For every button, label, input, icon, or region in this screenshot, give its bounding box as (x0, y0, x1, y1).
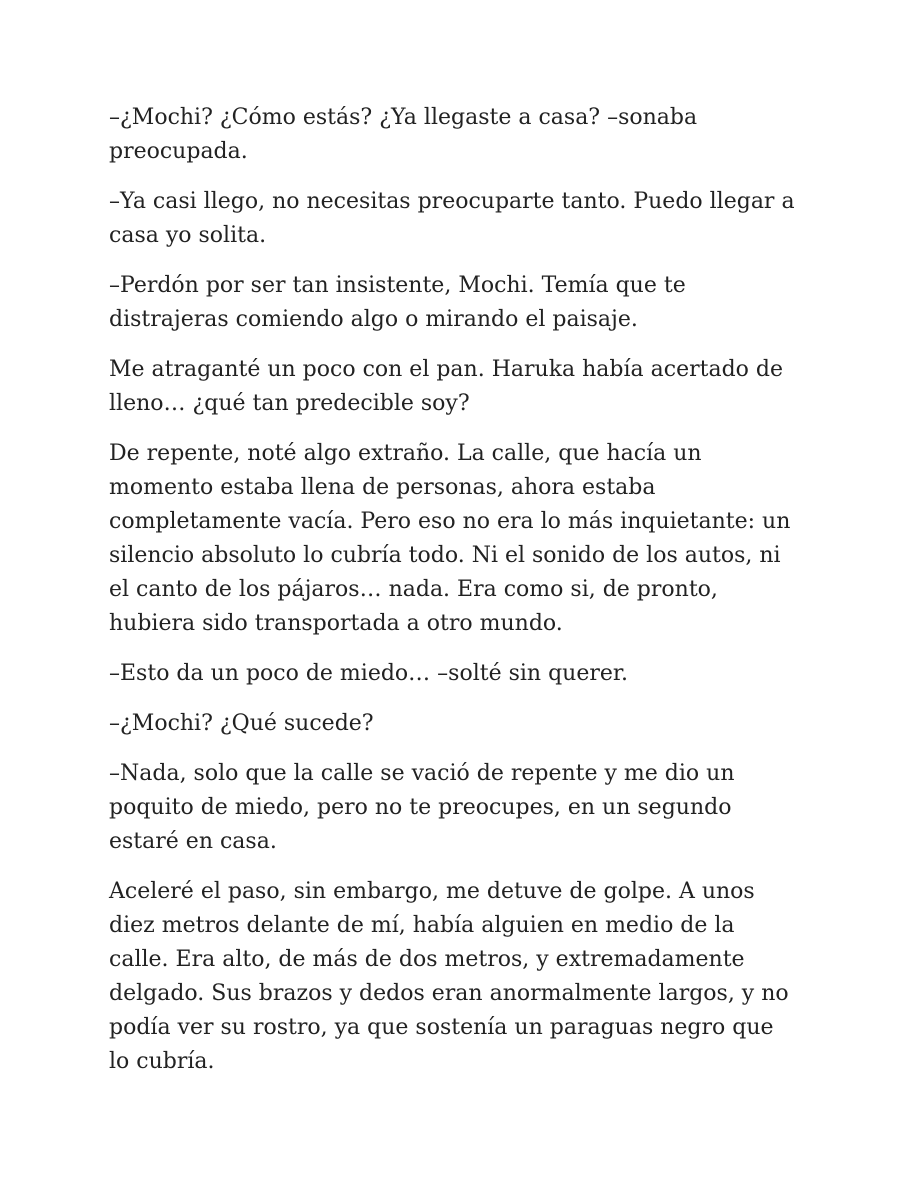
story-text (109, 101, 799, 1095)
paragraph: Me atraganté un poco con el pan. Haruka había acertado de lleno… ¿qué tan predecible soy? (109, 357, 783, 416)
paragraph: Aceleré el paso, sin embargo, me detuve de golpe. A unos diez metros delante de mí, había alguien en medio de la calle. Era alto, de más de dos metros, y extremadamente delgado. Sus brazos y dedos eran anormalmente largos, y no podía ver su rostro, ya que sostenía un paraguas negro que lo cubría. (109, 879, 789, 1074)
paragraph: –¿Mochi? ¿Cómo estás? ¿Ya llegaste a casa? –sonaba preocupada. (109, 105, 698, 164)
paragraph: –Perdón por ser tan insistente, Mochi. Temía que te distrajeras comiendo algo o mirando el paisaje. (109, 273, 686, 332)
paragraph: –Esto da un poco de miedo… –solté sin querer. (109, 661, 628, 686)
paragraph: De repente, noté algo extraño. La calle, que hacía un momento estaba llena de personas, ahora estaba completamente vacía. Pero eso no era lo más inquietante: un silencio absoluto lo cubría todo. Ni el sonido de los autos, ni el canto de los pájaros… nada. Era como si, de pronto, hubiera sido transportada a otro mundo. (109, 441, 791, 636)
paragraph: –Ya casi llego, no necesitas preocuparte tanto. Puedo llegar a casa yo solita. (109, 189, 795, 248)
paragraph: –¿Mochi? ¿Qué sucede? (109, 711, 374, 736)
paragraph: –Nada, solo que la calle se vació de repente y me dio un poquito de miedo, pero no te preocupes, en un segundo estaré en casa. (109, 761, 735, 854)
